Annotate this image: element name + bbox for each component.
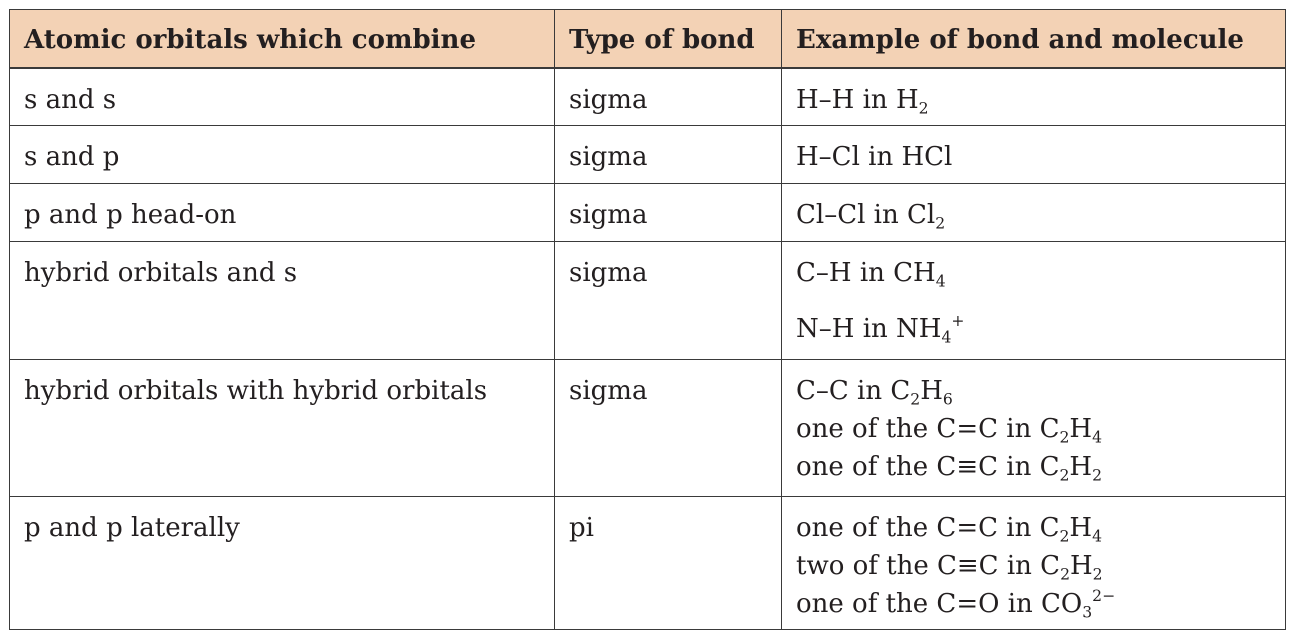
example-line: one of the C=O in $CO_3^{2-}$: [796, 586, 1116, 622]
example-line: N–H in $NH_4^+$: [796, 312, 965, 347]
orbitals-cell: p and p laterally: [10, 496, 555, 629]
table-row: [10, 68, 1286, 126]
example-line: C–H in $CH_4$: [796, 258, 946, 291]
example-line: H–H in $H_2$: [796, 84, 929, 117]
header-bond-type: Type of bond: [555, 10, 782, 68]
orbitals-cell: p and p head-on: [10, 184, 555, 242]
subscript: 4: [941, 328, 952, 347]
subscript: 2: [1059, 428, 1070, 447]
table-row: [10, 242, 1286, 360]
table-row: [10, 360, 1286, 496]
superscript: 2−: [1092, 586, 1116, 605]
example-cell: [782, 242, 1286, 360]
header-example: Example of bond and molecule: [782, 10, 1286, 68]
orbitals-cell: hybrid orbitals and s: [10, 242, 555, 360]
bond-type-cell: sigma: [555, 126, 782, 184]
subscript: 2: [1092, 466, 1103, 485]
subscript: 2: [1060, 565, 1070, 584]
example-line: one of the C=C in $C_2H_4$: [796, 414, 1103, 447]
bond-type-cell: sigma: [555, 360, 782, 496]
example-cell: [782, 496, 1286, 629]
example-line: C–C in $C_2H_6$: [796, 376, 953, 409]
table-header: [10, 10, 1286, 68]
orbitals-cell: hybrid orbitals with hybrid orbitals: [10, 360, 555, 496]
example-line: one of the C=C in $C_2H_4$: [796, 512, 1103, 546]
example-cell: [782, 126, 1286, 184]
example-line: two of the C≡C in $C_2H_2$: [796, 550, 1103, 584]
subscript: 2: [1059, 466, 1070, 485]
subscript: 2: [918, 98, 929, 117]
orbitals-cell: s and s: [10, 68, 555, 126]
superscript: +: [951, 312, 965, 331]
example-cell: [782, 360, 1286, 496]
subscript: 4: [1092, 428, 1103, 447]
subscript: 2: [1059, 527, 1070, 546]
bond-type-cell: sigma: [555, 242, 782, 360]
bond-type-cell: pi: [555, 496, 782, 629]
header-row: [10, 10, 1286, 68]
table-row: [10, 184, 1286, 242]
subscript: 2: [910, 390, 921, 409]
example-line: H–Cl in HCl: [796, 142, 953, 173]
subscript: 6: [942, 390, 953, 409]
subscript: 3: [1082, 603, 1093, 622]
bond-type-cell: sigma: [555, 184, 782, 242]
bond-type-cell: sigma: [555, 68, 782, 126]
table-body: [10, 68, 1286, 630]
subscript: 4: [935, 272, 946, 291]
orbital-bond-table: [9, 9, 1286, 630]
example-cell: [782, 184, 1286, 242]
example-cell: [782, 68, 1286, 126]
subscript: 2: [935, 214, 946, 233]
example-line: one of the C≡C in $C_2H_2$: [796, 452, 1103, 485]
subscript: 4: [1092, 527, 1103, 546]
header-orbitals: Atomic orbitals which combine: [10, 10, 555, 68]
orbitals-cell: s and p: [10, 126, 555, 184]
subscript: 2: [1092, 565, 1103, 584]
table-row: [10, 126, 1286, 184]
example-line: Cl–Cl in $Cl_2$: [796, 200, 946, 233]
table-row: [10, 496, 1286, 629]
